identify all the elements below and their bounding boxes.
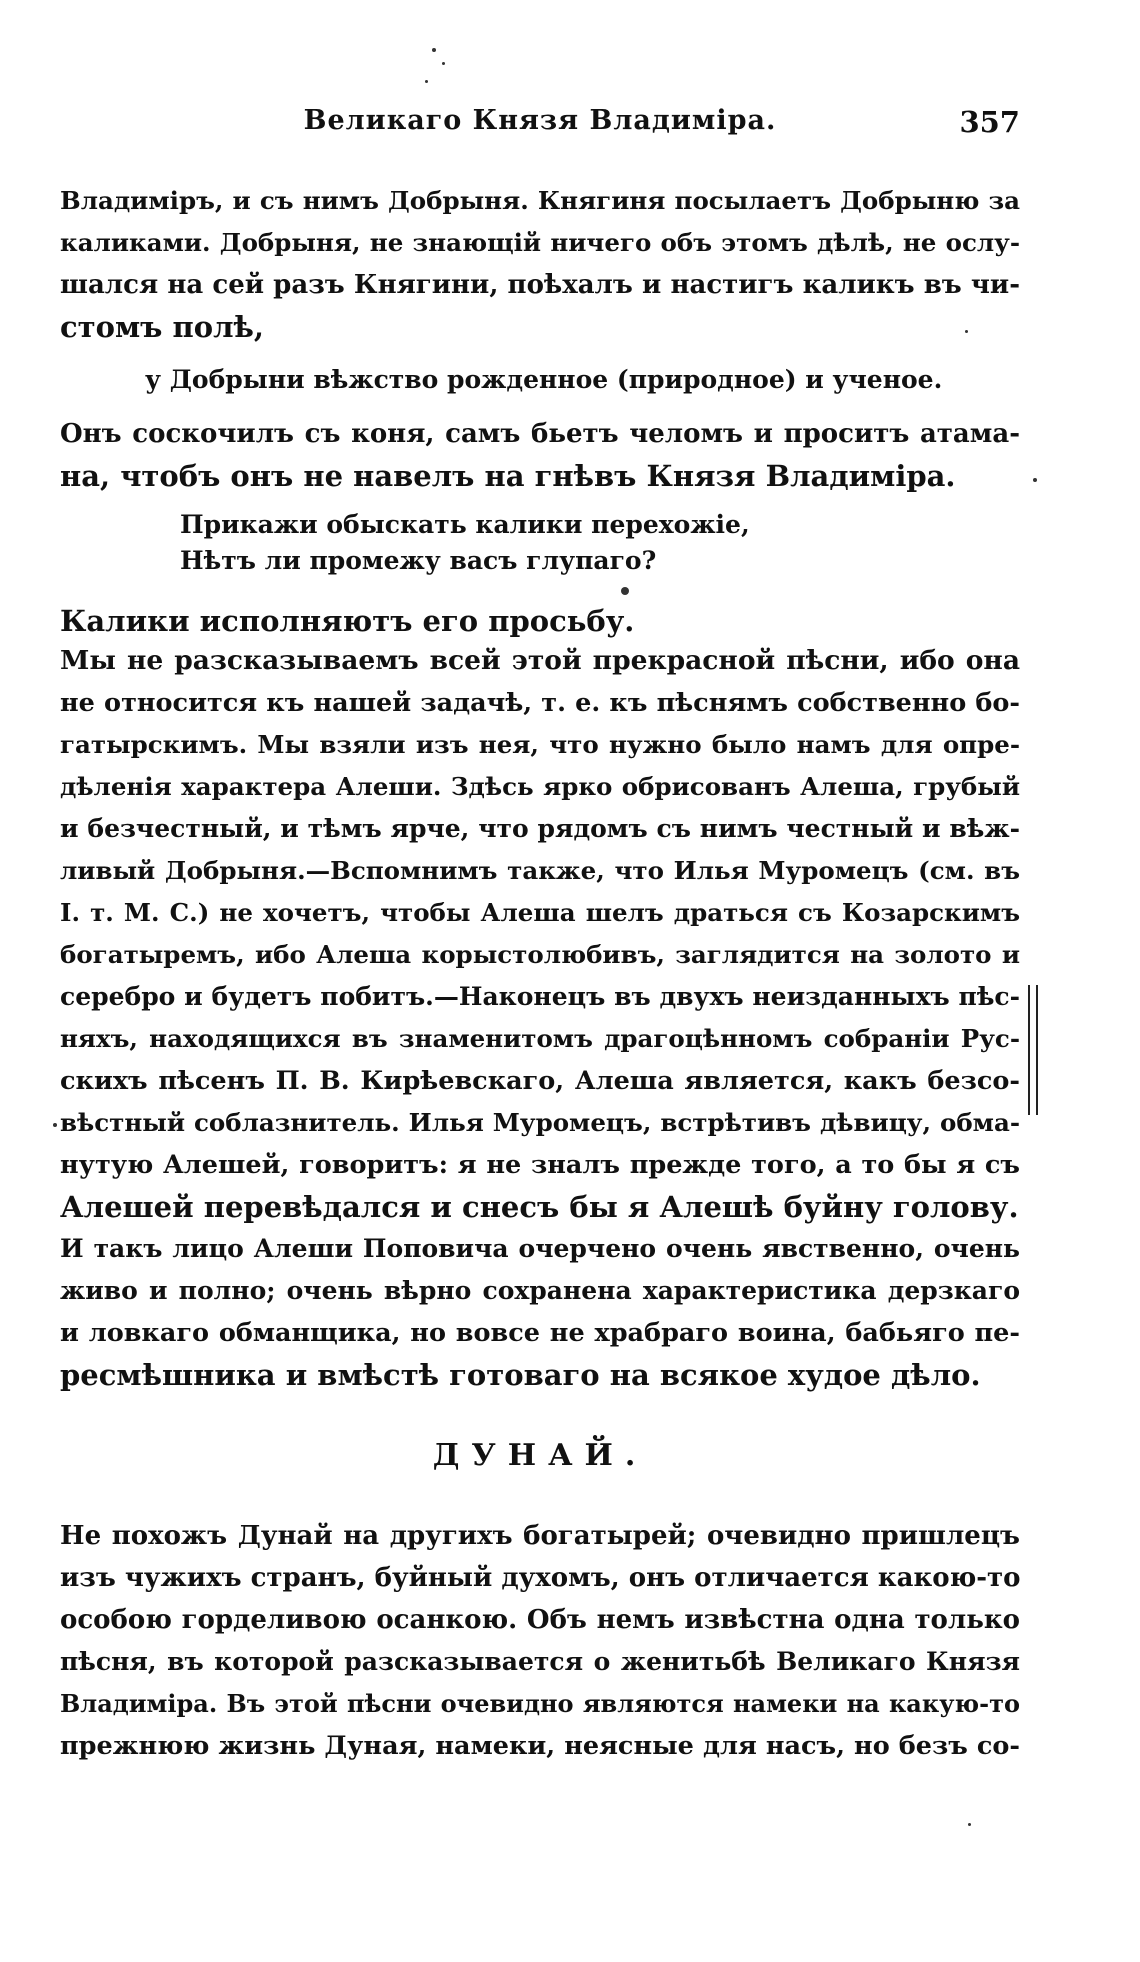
text-line: Владиміра. Въ этой пѣсни очевидно являются намеки на какую-то [60,1689,1020,1718]
running-title: Великаго Князя Владиміра. [303,105,777,136]
paragraph-5 [60,1228,1020,1396]
text-line: каликами. Добрыня, не знающій ничего объ этомъ дѣлѣ, не ослу- [60,228,1020,257]
text-line: вѣстный соблазнитель. Илья Муромецъ, встрѣтивъ дѣвицу, обма- [60,1108,1020,1137]
text-line: ресмѣшника и вмѣстѣ готоваго на всякое худое дѣло. [60,1358,981,1392]
text-line: серебро и будетъ побитъ.—Наконецъ въ двухъ неизданныхъ пѣс- [60,982,1020,1011]
text-line: Мы не разсказываемъ всей этой прекрасной пѣсни, ибо она [60,645,1020,676]
text-line: И такъ лицо Алеши Поповича очерчено очень явственно, очень [60,1234,1020,1263]
text-line: Онъ соскочилъ съ коня, самъ бьетъ челомъ и проситъ атама- [60,419,1020,449]
text-line: не относится къ нашей задачѣ, т. е. къ пѣснямъ собственно бо- [60,688,1020,718]
paragraph-6 [60,1515,1020,1767]
ink-speck [968,1823,971,1826]
text-line: Калики исполняютъ его просьбу. [60,604,635,638]
text-line: особою горделивою осанкою. Объ немъ извѣстна одна только [60,1605,1020,1635]
text-line: шался на сей разъ Княгини, поѣхалъ и настигъ каликъ въ чи- [60,270,1020,300]
text-line: скихъ пѣсенъ П. В. Кирѣевскаго, Алеша является, какъ безсо- [60,1066,1020,1096]
text-line: стомъ полѣ, [60,310,265,344]
text-line: живо и полно; очень вѣрно сохранена характеристика дерзкаго [60,1276,1020,1305]
verse-line: Нѣтъ ли промежу васъ глупаго? [180,546,657,575]
text-line: ливый Добрыня.—Вспомнимъ также, что Илья Муромецъ (см. въ [60,856,1020,885]
text-line: I. т. М. С.) не хочетъ, чтобы Алеша шелъ драться съ Козарскимъ [60,898,1020,927]
ink-speck [965,330,968,333]
paragraph-2 [60,413,1020,497]
text-line: прежнюю жизнь Дуная, намеки, неясные для насъ, но безъ со- [60,1731,1020,1761]
paragraph-3 [60,600,1020,642]
ink-speck [1033,478,1037,482]
text-line: Алешей перевѣдался и снесъ бы я Алешѣ буйну голову. [60,1190,1019,1224]
paragraph-4 [60,640,1020,1228]
text-line: Владиміръ, и съ нимъ Добрыня. Княгиня посылаетъ Добрыню за [60,186,1020,215]
ink-speck [442,62,445,65]
paragraph-1 [60,180,1020,348]
ink-speck [425,80,428,83]
verse-quote-1 [60,362,1020,398]
text-line: на, чтобъ онъ не навелъ на гнѣвъ Князя Владиміра. [60,459,956,493]
text-line: гатырскимъ. Мы взяли изъ нея, что нужно было намъ для опре- [60,730,1020,759]
text-line: богатыремъ, ибо Алеша корыстолюбивъ, заглядится на золото и [60,940,1020,969]
verse-line: Прикажи обыскать калики перехожіе, [180,510,750,539]
text-line: пѣсня, въ которой разсказывается о женитьбѣ Великаго Князя [60,1647,1020,1676]
verse-line: у Добрыни вѣжство рожденное (природное) и ученое. [145,365,943,394]
section-heading: ДУНАЙ. [432,1438,648,1473]
text-line: и ловкаго обманщика, но вовсе не храбраго воина, бабьяго пе- [60,1318,1020,1348]
verse-quote-2 [60,507,1020,579]
text-line: Не похожъ Дунай на другихъ богатырей; очевидно пришлецъ [60,1521,1020,1551]
ink-speck [621,587,629,595]
text-line: и безчестный, и тѣмъ ярче, что рядомъ съ нимъ честный и вѣж- [60,814,1020,843]
page-number: 357 [959,105,1020,139]
text-line: изъ чужихъ странъ, буйный духомъ, онъ отличается какою-то [60,1563,1021,1593]
text-line: нутую Алешей, говоритъ: я не зналъ прежде того, а то бы я съ [60,1150,1020,1180]
running-head [60,105,1020,145]
text-line: дѣленія характера Алеши. Здѣсь ярко обрисованъ Алеша, грубый [60,772,1020,801]
ink-speck [432,48,436,52]
margin-bracket-mark [1028,985,1038,1115]
text-line: няхъ, находящихся въ знаменитомъ драгоцѣнномъ собраніи Рус- [60,1024,1020,1053]
ink-speck [53,1123,57,1127]
